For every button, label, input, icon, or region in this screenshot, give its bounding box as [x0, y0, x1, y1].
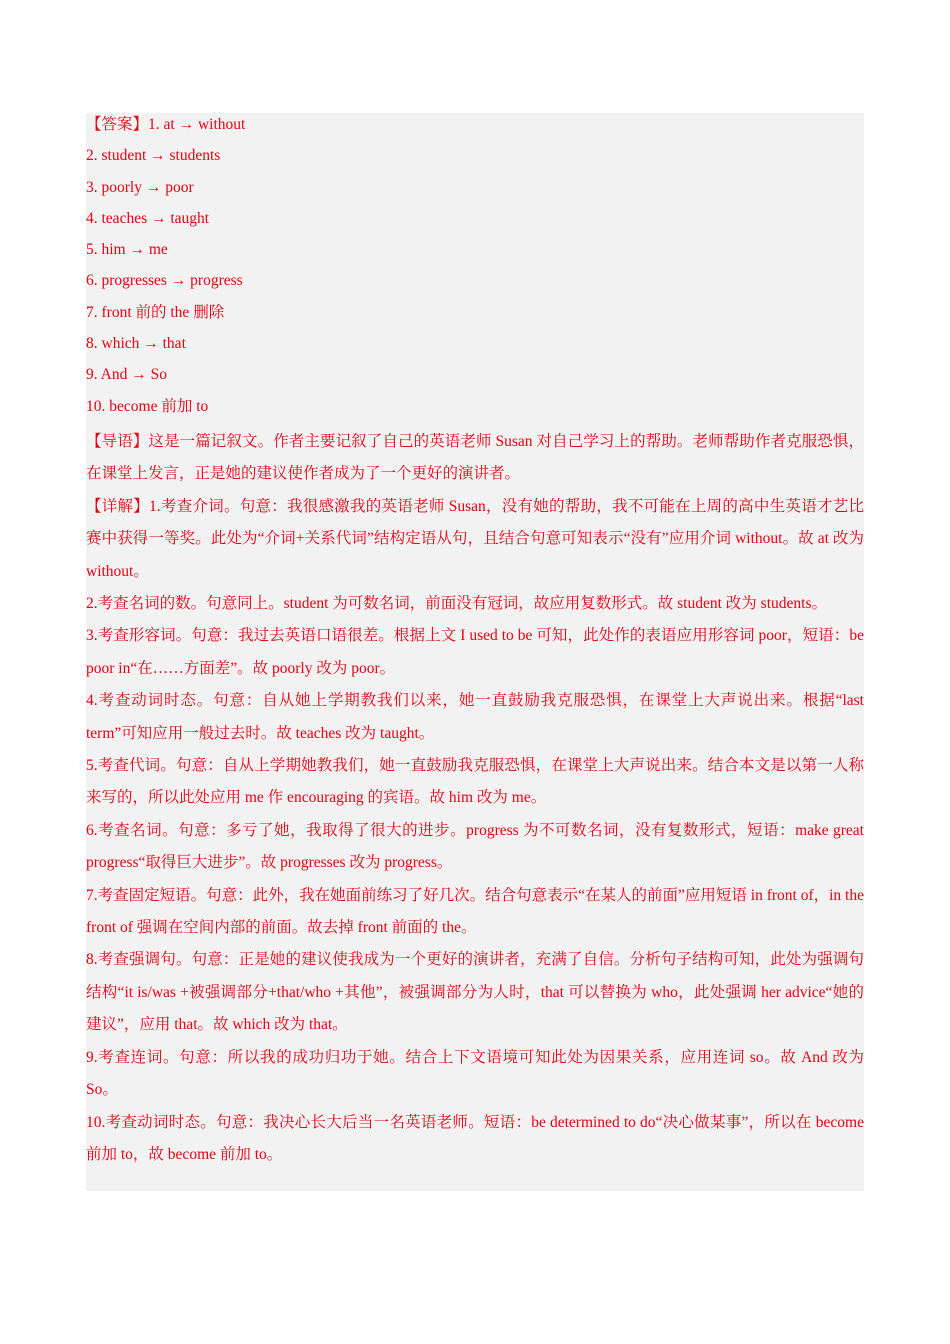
answer-item: 【答案】1. at → without	[86, 116, 246, 133]
detail-paragraph: 4.考查动词时态。句意：自从她上学期教我们以来，她一直鼓励我克服恐惧，在课堂上大声说出来。根据“last term”可知应用一般过去时。故 teaches 改为 taught。	[86, 692, 864, 742]
answer-item: 6. progresses → progress	[86, 272, 243, 290]
answer-item: 4. teaches → taught	[86, 209, 210, 227]
detail-paragraph: 【详解】1.考查介词。句意：我很感激我的英语老师 Susan，没有她的帮助，我不可能在上周的高中生英语才艺比赛中获得一等奖。此处为“介词+关系代词”结构定语从句，且结合句意可知表示“没有”应用介词 without。故 at 改为 without。	[86, 497, 864, 580]
answer-item: 9. And → So	[86, 366, 167, 384]
answer-item: 7. front 前的 the 删除	[86, 303, 225, 321]
guide-paragraph: 【导语】这是一篇记叙文。作者主要记叙了自己的英语老师 Susan 对自己学习上的帮助。老师帮助作者克服恐惧，在课堂上发言，正是她的建议使作者成为了一个更好的演讲者。	[86, 432, 864, 483]
answer-item: 2. student → students	[86, 147, 221, 165]
answer-item: 10. become 前加 to	[86, 397, 209, 415]
detail-paragraph: 6.考查名词。句意：多亏了她，我取得了很大的进步。progress 为不可数名词，没有复数形式，短语：make great progress“取得巨大进步”。故 progresses 改为 progress。	[86, 821, 864, 872]
detail-paragraph: 8.考查强调句。句意：正是她的建议使我成为一个更好的演讲者，充满了自信。分析句子结构可知，此处为强调句结构“it is/was +被强调部分+that/who +其他”，被强调部分为人时，that 可以替换为 who，此处强调 her advice“她的建议”，应用 that。故 which 改为 that。	[86, 951, 864, 1034]
detail-paragraph: 3.考查形容词。句意：我过去英语口语很差。根据上文 I used to be 可知，此处作的表语应用形容词 poor，短语：be poor in“在……方面差”。故 poorly 改为 poor。	[86, 627, 864, 677]
answer-item: 8. which → that	[86, 335, 186, 353]
detail-paragraph: 9.考查连词。句意：所以我的成功归功于她。结合上下文语境可知此处为因果关系，应用连词 so。故 And 改为 So。	[86, 1048, 864, 1099]
answer-label: 【答案】	[86, 116, 149, 133]
guide-label: 【导语】	[86, 432, 149, 450]
detail-paragraph: 5.考查代词。句意：自从上学期她教我们，她一直鼓励我克服恐惧，在课堂上大声说出来。结合本文是以第一人称来写的，所以此处应用 me 作 encouraging 的宾语。故 him 改为 me。	[86, 757, 864, 807]
answer-section	[86, 113, 864, 1191]
detail-paragraph: 10.考查动词时态。句意：我决心长大后当一名英语老师。短语：be determined to do“决心做某事”，所以在 become 前加 to，故 become 前加 to。	[86, 1113, 864, 1163]
answer-item: 3. poorly → poor	[86, 178, 194, 196]
answer-item: 5. him → me	[86, 241, 168, 259]
detail-paragraph: 2.考查名词的数。句意同上。student 为可数名词，前面没有冠词，故应用复数形式。故 student 改为 students。	[86, 595, 827, 612]
detail-paragraph: 7.考查固定短语。句意：此外，我在她面前练习了好几次。结合句意表示“在某人的前面”应用短语 in front of，in the front of 强调在空间内部的前面。故去掉 front 前面的 the。	[86, 886, 864, 937]
detail-label: 【详解】	[86, 497, 150, 515]
